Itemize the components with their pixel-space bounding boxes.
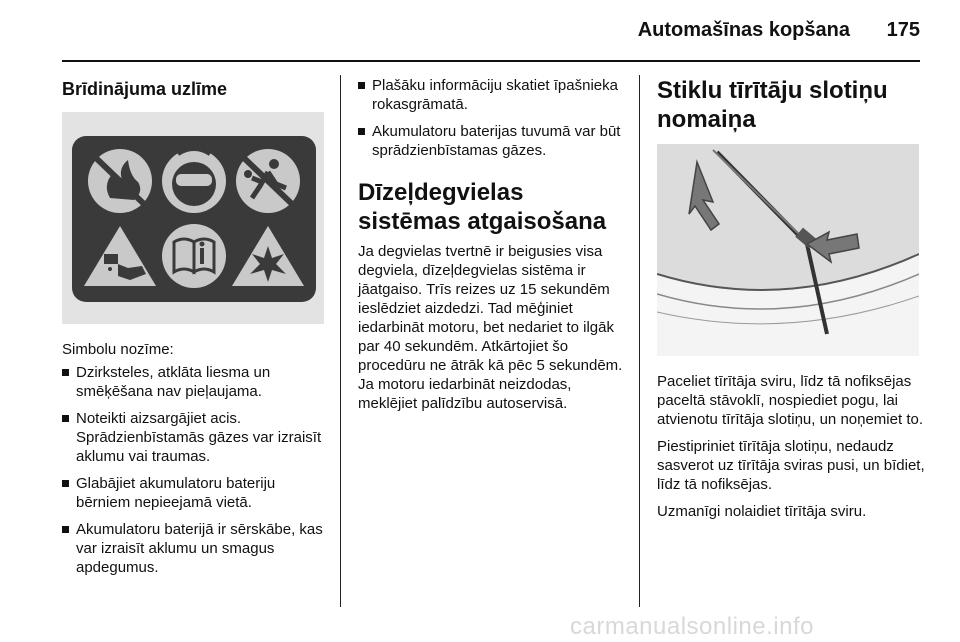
column-2 [358, 76, 626, 413]
wiper-paragraph-2: Piestipriniet tīrītāja slotiņu, nedaudz sasverot uz tīrītāja sviras pusi, un bīdiet, līdz tā nofiksējas. [657, 438, 925, 493]
column-divider-2 [639, 75, 640, 607]
list-item [358, 76, 626, 114]
header-title: Automašīnas kopšana [637, 19, 850, 41]
bullet-marker [62, 480, 69, 487]
warning-symbols-svg [72, 136, 316, 302]
list-item-text: Plašāku informāciju skatiet īpašnieka rokasgrāmatā. [372, 77, 618, 113]
keep-children-away-icon [236, 149, 300, 213]
column-1 [62, 76, 324, 585]
read-manual-icon [162, 224, 226, 288]
wiper-blade [713, 150, 805, 240]
symbols-caption: Simbolu nozīme: [62, 341, 174, 358]
wiper-paragraph-1: Paceliet tīrītāja sviru, līdz tā nofiksējas paceltā stāvoklī, nospiediet pogu, lai atvienotu tīrītāja slotiņu, un noņemiet to. [657, 373, 923, 428]
no-fire-icon [88, 149, 152, 213]
list-item-text: Glabājiet akumulatoru bateriju bērniem nepieejamā vietā. [76, 475, 276, 511]
warning-label-heading: Brīdinājuma uzlīme [62, 79, 228, 99]
column-divider-1 [340, 75, 341, 607]
lift-arrow-icon [689, 162, 719, 230]
bullet-marker [358, 128, 365, 135]
press-arrow-icon [807, 232, 859, 262]
list-item [358, 122, 626, 160]
bullet-marker [62, 415, 69, 422]
symbols-list [62, 363, 324, 577]
eye-protection-icon [162, 149, 226, 213]
page-number: 175 [886, 19, 920, 41]
wiper-paragraph-3: Uzmanīgi nolaidiet tīrītāja sviru. [657, 503, 867, 520]
wiper-blade-heading: Stiklu tīrītāju slotiņu nomaiņa [657, 77, 888, 133]
list-item [62, 363, 324, 401]
list-item-text: Dzirksteles, atklāta liesma un smēķēšana nav pieļaujama. [76, 364, 271, 400]
page-header [0, 0, 960, 60]
diesel-bleeding-body: Ja degvielas tvertnē ir beigusies visa degviela, dīzeļdegvielas sistēma ir jāatgaiso. Trīs reizes uz 15 sekundēm ieslēdziet aizdedzi. Tad mēģiniet iedarbināt motoru, bet nedariet to ilgāk par 40 sekundēm. Atkārtojiet šo procedūru ne ātrāk kā pēc 5 sekundēm. Ja motoru iedarbināt neizdodas, meklējiet palīdzību autoservisā. [358, 243, 623, 412]
list-item [62, 409, 324, 466]
diesel-bleeding-heading: Dīzeļdegvielas sistēmas atgaisošana [358, 179, 607, 235]
bullet-marker [62, 369, 69, 376]
list-item-text: Akumulatoru baterijas tuvumā var būt sprādzienbīstamas gāzes. [372, 123, 621, 159]
bullet-marker [62, 526, 69, 533]
bullet-marker [358, 82, 365, 89]
header-rule [62, 60, 920, 62]
wiper-illustration-svg [657, 144, 919, 356]
warning-label-figure [62, 112, 324, 324]
battery-notes-list [358, 76, 626, 160]
list-item [62, 520, 324, 577]
list-item-text: Akumulatoru baterijā ir sērskābe, kas var izraisīt aklumu un smagus apdegumus. [76, 521, 323, 576]
column-3 [657, 76, 925, 521]
wiper-figure [657, 144, 919, 356]
list-item-text: Noteikti aizsargājiet acis. Sprādzienbīstamās gāzes var izraisīt aklumu vai traumas. [76, 410, 322, 465]
acid-warning-icon [84, 226, 156, 286]
explosion-warning-icon [232, 226, 304, 286]
warning-label-sticker [72, 136, 316, 302]
list-item [62, 474, 324, 512]
watermark: carmanualsonline.info [570, 613, 814, 640]
